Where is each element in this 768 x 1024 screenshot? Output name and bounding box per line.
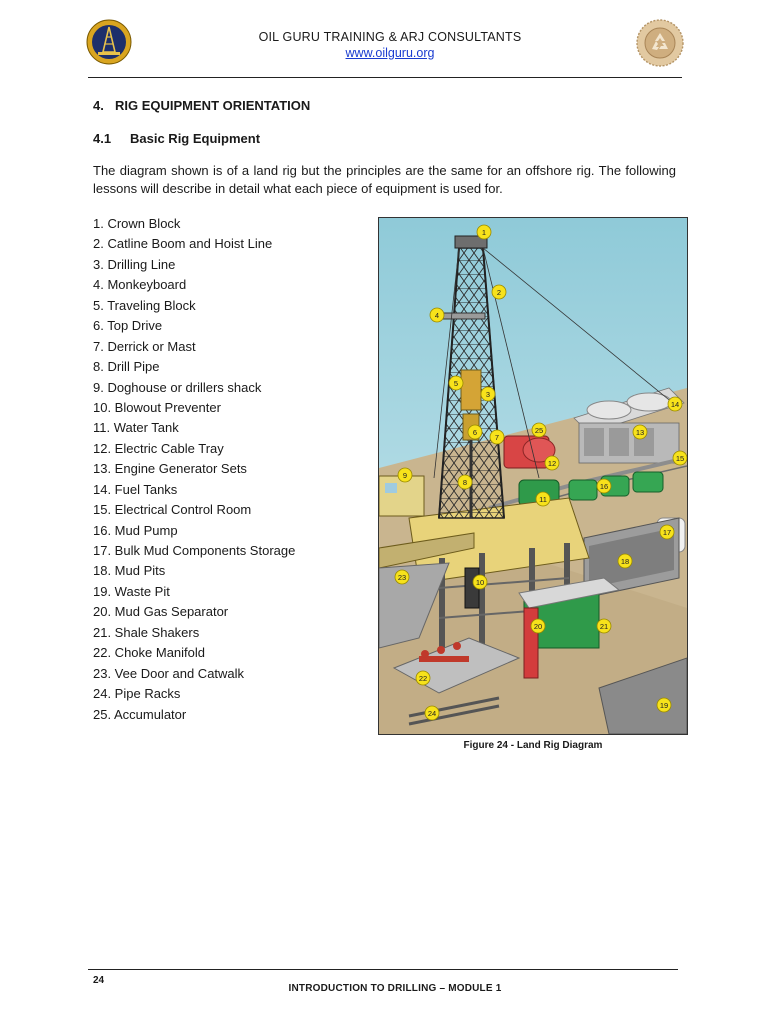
callout-marker <box>430 308 444 322</box>
callout-marker <box>492 285 506 299</box>
svg-text:19: 19 <box>659 701 669 710</box>
callout-marker <box>536 492 550 506</box>
svg-text:7: 7 <box>494 433 500 442</box>
callout-marker <box>477 225 491 239</box>
svg-text:3: 3 <box>485 390 491 399</box>
list-item: 13. Engine Generator Sets <box>93 461 247 477</box>
derrick-emblem-icon <box>86 19 132 65</box>
callout-marker <box>490 430 504 444</box>
subsection-heading <box>93 131 260 146</box>
svg-text:5: 5 <box>453 379 459 388</box>
callout-marker <box>449 376 463 390</box>
list-item: 1. Crown Block <box>93 216 181 231</box>
svg-text:21: 21 <box>599 622 609 631</box>
svg-text:9: 9 <box>402 471 408 480</box>
list-item: 7. Derrick or Mast <box>93 338 196 354</box>
list-item: 23. Vee Door and Catwalk <box>93 665 245 681</box>
list-item: 11. Water Tank <box>93 420 179 436</box>
svg-text:4: 4 <box>434 311 440 320</box>
list-item: 8. Drill Pipe <box>93 359 160 375</box>
list-item: 5. Traveling Block <box>93 297 196 313</box>
list-item: 16. Mud Pump <box>93 522 178 538</box>
mud-gas-separator <box>524 608 538 678</box>
callout-marker <box>657 698 671 712</box>
list-item: 24. Pipe Racks <box>93 686 181 702</box>
callout-marker <box>425 706 439 720</box>
callout-marker <box>532 423 546 437</box>
svg-text:6: 6 <box>472 428 478 437</box>
svg-text:25: 25 <box>534 426 544 435</box>
footer-divider <box>88 969 678 970</box>
callout-marker <box>545 456 559 470</box>
list-item: 19. Waste Pit <box>93 583 170 599</box>
recycle-seal-icon <box>636 19 684 67</box>
list-item: 20. Mud Gas Separator <box>93 604 229 620</box>
list-item: 2. Catline Boom and Hoist Line <box>93 236 273 252</box>
organization-title: OIL GURU TRAINING & ARJ CONSULTANTS <box>258 30 522 44</box>
list-item: 21. Shale Shakers <box>93 624 200 640</box>
svg-text:10: 10 <box>475 578 485 587</box>
svg-text:23: 23 <box>397 573 407 582</box>
callout-marker <box>395 570 409 584</box>
callout-marker <box>660 525 674 539</box>
list-item: 18. Mud Pits <box>93 563 166 579</box>
list-item: 15. Electrical Control Room <box>93 502 252 518</box>
callout-marker <box>618 554 632 568</box>
list-item: 22. Choke Manifold <box>93 645 206 661</box>
svg-text:13: 13 <box>635 428 645 437</box>
page-number: 24 <box>93 975 105 986</box>
svg-text:15: 15 <box>675 454 685 463</box>
monkeyboard <box>439 313 485 319</box>
doghouse <box>379 476 424 516</box>
list-item: 10. Blowout Preventer <box>93 399 221 415</box>
callout-marker <box>468 425 482 439</box>
callout-marker <box>473 575 487 589</box>
subsection-number: 4.1 <box>93 131 112 146</box>
intro-paragraph: The diagram shown is of a land rig but the principles are the same for an offshore rig. The following lessons will describe in detail what each piece of equipment is used for. <box>93 163 676 196</box>
list-item: 17. Bulk Mud Components Storage <box>93 543 296 558</box>
svg-text:24: 24 <box>427 709 437 718</box>
svg-text:2: 2 <box>496 288 502 297</box>
svg-text:8: 8 <box>462 478 468 487</box>
subsection-title: Basic Rig Equipment <box>130 131 261 146</box>
land-rig-diagram <box>378 217 688 735</box>
header-divider <box>88 77 682 78</box>
callout-marker <box>458 475 472 489</box>
svg-text:11: 11 <box>539 495 547 504</box>
svg-text:1: 1 <box>481 228 487 237</box>
callout-marker <box>531 619 545 633</box>
figure-caption: Figure 24 - Land Rig Diagram <box>463 740 603 751</box>
svg-text:22: 22 <box>418 674 428 683</box>
section-heading <box>93 98 310 113</box>
svg-text:17: 17 <box>662 528 672 537</box>
section-title: RIG EQUIPMENT ORIENTATION <box>115 98 311 113</box>
list-item: 25. Accumulator <box>93 706 187 722</box>
callout-marker <box>416 671 430 685</box>
list-item: 9. Doghouse or drillers shack <box>93 379 262 395</box>
rig-illustration <box>379 218 687 734</box>
list-item: 3. Drilling Line <box>93 256 176 272</box>
equipment-list <box>93 214 295 725</box>
callout-marker <box>673 451 687 465</box>
callout-marker <box>668 397 682 411</box>
callout-marker <box>597 619 611 633</box>
callout-marker <box>633 425 647 439</box>
website-link[interactable]: www.oilguru.org <box>345 46 435 60</box>
svg-text:14: 14 <box>670 400 680 409</box>
list-item: 12. Electric Cable Tray <box>93 440 224 456</box>
traveling-block <box>461 370 481 410</box>
list-item: 14. Fuel Tanks <box>93 481 178 497</box>
callout-marker <box>481 387 495 401</box>
section-number: 4. <box>93 98 104 113</box>
list-item: 4. Monkeyboard <box>93 277 187 293</box>
svg-text:16: 16 <box>599 482 609 491</box>
footer-title: INTRODUCTION TO DRILLING – MODULE 1 <box>288 983 502 994</box>
list-item: 6. Top Drive <box>93 318 163 334</box>
callout-marker <box>597 479 611 493</box>
svg-text:18: 18 <box>620 557 630 566</box>
svg-text:12: 12 <box>547 459 557 468</box>
callout-marker <box>398 468 412 482</box>
svg-text:20: 20 <box>533 622 543 631</box>
